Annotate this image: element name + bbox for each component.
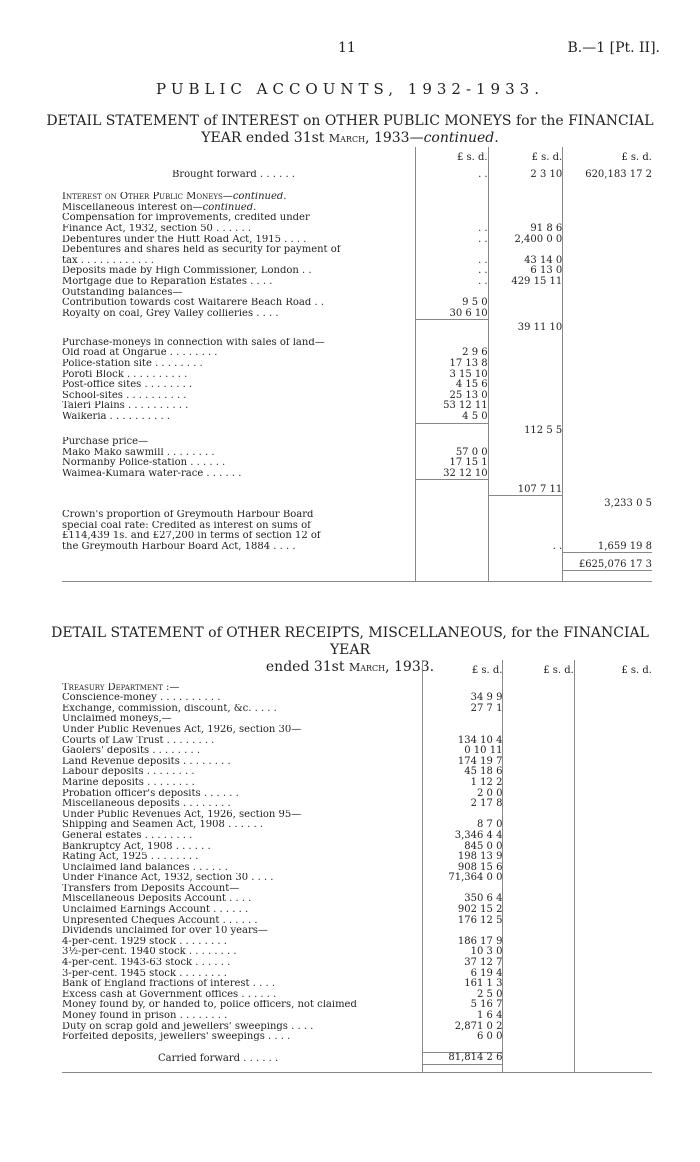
table-row	[62, 789, 652, 800]
table-row	[62, 704, 652, 715]
table-row	[62, 831, 652, 842]
row-amount: 4 15 6	[415, 380, 488, 391]
table-row	[62, 842, 652, 853]
document-reference: B.—1 [Pt. II].	[567, 40, 660, 56]
table-row: Mortgage due to Reparation Estates . . . . . . 429 15 11	[62, 277, 652, 288]
table-row	[62, 714, 652, 725]
row-amount: 176 12 5	[422, 916, 502, 927]
row-amount: 2 5 0	[422, 990, 502, 1001]
row-label: Conscience-money . . . . . . . . . .	[62, 693, 221, 704]
row-label: Unpresented Cheques Account . . . . . .	[62, 915, 258, 926]
row-amount: 4 5 0	[415, 412, 488, 423]
table-row: Debentures and shares held as security for payment of	[62, 245, 652, 256]
table-row	[62, 894, 652, 905]
row-label: Old road at Ongarue . . . . . . . .	[62, 348, 218, 359]
table-row	[62, 767, 652, 778]
grand-total-row: £625,076 17 3	[62, 553, 652, 571]
section-heading: Interest on Other Public Moneys—continued.	[62, 192, 652, 203]
row-label: Shipping and Seamen Act, 1908 . . . . . .	[62, 820, 264, 831]
row-amount: 350 6 4	[422, 894, 502, 905]
row-amount: 57 0 0	[415, 448, 488, 459]
table-row	[62, 926, 652, 937]
table-row	[62, 448, 652, 459]
row-label: Unclaimed land balances . . . . . .	[62, 862, 228, 873]
carried-forward-row: Carried forward . . . . . . 81,814 2 6	[62, 1053, 652, 1065]
units-row: £ s. d. £ s. d. £ s. d.	[62, 147, 652, 170]
row-label: Courts of Law Trust . . . . . . . .	[62, 735, 215, 746]
table-row: Debentures under the Hutt Road Act, 1915 . . . . . . 2,400 0 0	[62, 235, 652, 246]
table-row	[62, 969, 652, 980]
table-row	[62, 778, 652, 789]
table-row: Purchase-moneys in connection with sales of land—	[62, 338, 652, 349]
row-amount: 0 10 11	[422, 746, 502, 757]
table-row: Finance Act, 1932, section 50 . . . . . . . . 91 8 6	[62, 224, 652, 235]
row-amount: 27 7 1	[422, 704, 502, 715]
row-amount: 6 0 0	[422, 1032, 502, 1043]
row-label: Forfeited deposits, jewellers' sweepings . . . .	[62, 1032, 291, 1043]
row-amount: 198 13 9	[422, 852, 502, 863]
table-row: the Greymouth Harbour Board Act, 1884 . . . . . . 1,659 19 8	[62, 540, 652, 553]
section1-title: DETAIL STATEMENT of INTEREST on OTHER PUBLIC MONEYS for the FINANCIAL YEAR ended 31st March, 1933—continued.	[46, 113, 654, 146]
table-row	[62, 391, 652, 402]
section2-title: DETAIL STATEMENT of OTHER RECEIPTS, MISCELLANEOUS, for the FINANCIAL YEAR ended 31st March, 1933.	[51, 625, 649, 675]
row-label: Bankruptcy Act, 1908 . . . . . .	[62, 841, 211, 852]
row-label: Bank of England fractions of interest . . . .	[62, 979, 275, 990]
row-amount: 10 3 0	[422, 947, 502, 958]
row-amount: 8 7 0	[422, 820, 502, 831]
table-row	[62, 979, 652, 990]
row-label: Unclaimed Earnings Account . . . . . .	[62, 905, 249, 916]
row-amount: 6 19 4	[422, 969, 502, 980]
table-row	[62, 370, 652, 381]
row-label: Labour deposits . . . . . . . .	[62, 767, 195, 778]
section-heading: Treasury Department :—	[62, 683, 652, 694]
row-amount: 902 15 2	[422, 905, 502, 916]
table-row	[62, 1032, 652, 1043]
row-amount: 134 10 4	[422, 736, 502, 747]
row-label: Dividends unclaimed for over 10 years—	[62, 926, 268, 937]
page-title: PUBLIC ACCOUNTS, 1932-1933.	[156, 80, 544, 98]
row-amount: 3 15 10	[415, 370, 488, 381]
row-amount: 17 13 8	[415, 359, 488, 370]
row-amount: 174 19 7	[422, 757, 502, 768]
row-amount: 1 12 2	[422, 778, 502, 789]
row-label: Poroti Block . . . . . . . . . .	[62, 369, 188, 380]
table-row: Outstanding balances—	[62, 288, 652, 299]
row-label: Miscellaneous Deposits Account . . . .	[62, 894, 252, 905]
row-label: Exchange, commission, discount, &c. . . . .	[62, 703, 277, 714]
row-amount: 25 13 0	[415, 391, 488, 402]
table-row	[62, 401, 652, 412]
row-amount: 161 1 3	[422, 979, 502, 990]
table-row	[62, 359, 652, 370]
table-row: £114,439 1s. and £27,200 in terms of section 12 of	[62, 531, 652, 542]
row-label: Duty on scrap gold and jewellers' sweepings . . . .	[62, 1021, 314, 1032]
page-number: 11	[338, 40, 356, 56]
table-row: Crown's proportion of Greymouth Harbour Board	[62, 510, 652, 521]
table-row	[62, 1011, 652, 1022]
row-label: Unclaimed moneys,—	[62, 714, 172, 725]
row-label: Miscellaneous deposits . . . . . . . .	[62, 799, 231, 810]
row-amount	[422, 714, 502, 725]
row-amount: 53 12 11	[415, 401, 488, 412]
table-row	[62, 884, 652, 895]
row-label: Mako Mako sawmill . . . . . . . .	[62, 447, 215, 458]
row-label: 4-per-cent. 1943-63 stock . . . . . .	[62, 958, 231, 969]
row-label: Money found by, or handed to, police officers, not claimed	[62, 1000, 357, 1011]
table-row	[62, 863, 652, 874]
row-amount: 908 15 6	[422, 863, 502, 874]
row-amount: 71,364 0 0	[422, 873, 502, 884]
row-amount: 186 17 9	[422, 937, 502, 948]
row-label: Normanby Police-station . . . . . .	[62, 458, 226, 469]
row-label: 3-per-cent. 1945 stock . . . . . . . .	[62, 968, 227, 979]
table-row	[62, 1022, 652, 1033]
page-header	[0, 40, 700, 60]
table-row	[62, 412, 652, 423]
row-amount: 845 0 0	[422, 842, 502, 853]
row-label: Excess cash at Government offices . . . . . .	[62, 989, 277, 1000]
row-label: Waimea-Kumara water-race . . . . . .	[62, 468, 242, 480]
sub-heading: Miscellaneous interest on—continued.	[62, 203, 652, 214]
table-row	[62, 799, 652, 810]
table-row	[62, 905, 652, 916]
table-row	[62, 693, 652, 704]
table-row	[62, 810, 652, 821]
table-row	[62, 947, 652, 958]
row-label: 3½-per-cent. 1940 stock . . . . . . . .	[62, 947, 237, 958]
row-amount	[422, 725, 502, 736]
row-label: Under Public Revenues Act, 1926, section 95—	[62, 809, 302, 820]
row-label: Gaolers' deposits . . . . . . . .	[62, 746, 201, 757]
table-row	[62, 1000, 652, 1011]
table-row	[62, 725, 652, 736]
row-label: Marine deposits . . . . . . . .	[62, 777, 195, 788]
row-label: Land Revenue deposits . . . . . . . .	[62, 756, 231, 767]
subtotal-row: 112 5 5	[62, 423, 652, 437]
row-amount: 17 15 1	[415, 458, 488, 469]
row-label: Under Finance Act, 1932, section 30 . . . .	[62, 873, 274, 884]
row-amount: 34 9 9	[422, 693, 502, 704]
units-row: £ s. d. £ s. d. £ s. d.	[62, 660, 652, 683]
table-row	[62, 736, 652, 747]
row-amount: 45 18 6	[422, 767, 502, 778]
table-row	[62, 757, 652, 768]
row-label: Money found in prison . . . . . . . .	[62, 1011, 228, 1021]
total-row: 3,233 0 5	[62, 496, 652, 510]
table-row: tax . . . . . . . . . . . . . . 43 14 0	[62, 256, 652, 267]
row-amount: 37 12 7	[422, 958, 502, 969]
table-row	[62, 937, 652, 948]
table-row	[62, 348, 652, 359]
row-label: Police-station site . . . . . . . .	[62, 359, 203, 369]
row-label: Waikeria . . . . . . . . . .	[62, 411, 171, 423]
row-amount: 2 17 8	[422, 799, 502, 810]
row-label: Rating Act, 1925 . . . . . . . .	[62, 852, 199, 863]
row-amount: 3,346 4 4	[422, 831, 502, 842]
table-row	[62, 958, 652, 969]
row-label: Taieri Plains . . . . . . . . . .	[62, 401, 189, 412]
table-row	[62, 458, 652, 469]
table-row	[62, 469, 652, 480]
row-amount: 2 0 0	[422, 789, 502, 800]
row-amount: 5 16 7	[422, 1000, 502, 1011]
table-row	[62, 380, 652, 391]
table-row: Deposits made by High Commissioner, London . . . . 6 13 0	[62, 266, 652, 277]
table-row: Contribution towards cost Waitarere Beach Road . . 9 5 0	[62, 298, 652, 309]
row-label: Post-office sites . . . . . . . .	[62, 380, 193, 391]
table-row: Purchase price—	[62, 437, 652, 448]
row-amount: 2 9 6	[415, 348, 488, 359]
table-row	[62, 820, 652, 831]
table-row: Compensation for improvements, credited under	[62, 213, 652, 224]
table-row	[62, 990, 652, 1001]
subtotal-row: 107 7 11	[62, 480, 652, 496]
row-label: Under Public Revenues Act, 1926, section 30—	[62, 724, 302, 735]
table-row	[62, 916, 652, 927]
interest-statement-table	[62, 147, 652, 582]
row-amount: 1 6 4	[422, 1011, 502, 1022]
row-amount: 32 12 10	[415, 469, 488, 480]
brought-forward-row: Brought forward . . . . . . . . 2 3 10 620,183 17 2	[172, 168, 652, 180]
table-row: Royalty on coal, Grey Valley collieries . . . . 30 6 10	[62, 309, 652, 320]
row-label: School-sites . . . . . . . . . .	[62, 390, 187, 401]
table-row	[62, 746, 652, 757]
row-label: General estates . . . . . . . .	[62, 830, 193, 841]
table-row	[62, 852, 652, 863]
row-amount: 2,871 0 2	[422, 1022, 502, 1033]
row-label: Transfers from Deposits Account—	[62, 883, 240, 894]
table-row	[62, 873, 652, 884]
subtotal-row: 39 11 10	[62, 320, 652, 334]
row-label: Probation officer's deposits . . . . . .	[62, 788, 239, 799]
misc-receipts-table	[62, 660, 652, 1073]
table-row: special coal rate: Credited as interest on sums of	[62, 521, 652, 532]
row-label: 4-per-cent. 1929 stock . . . . . . . .	[62, 936, 227, 947]
